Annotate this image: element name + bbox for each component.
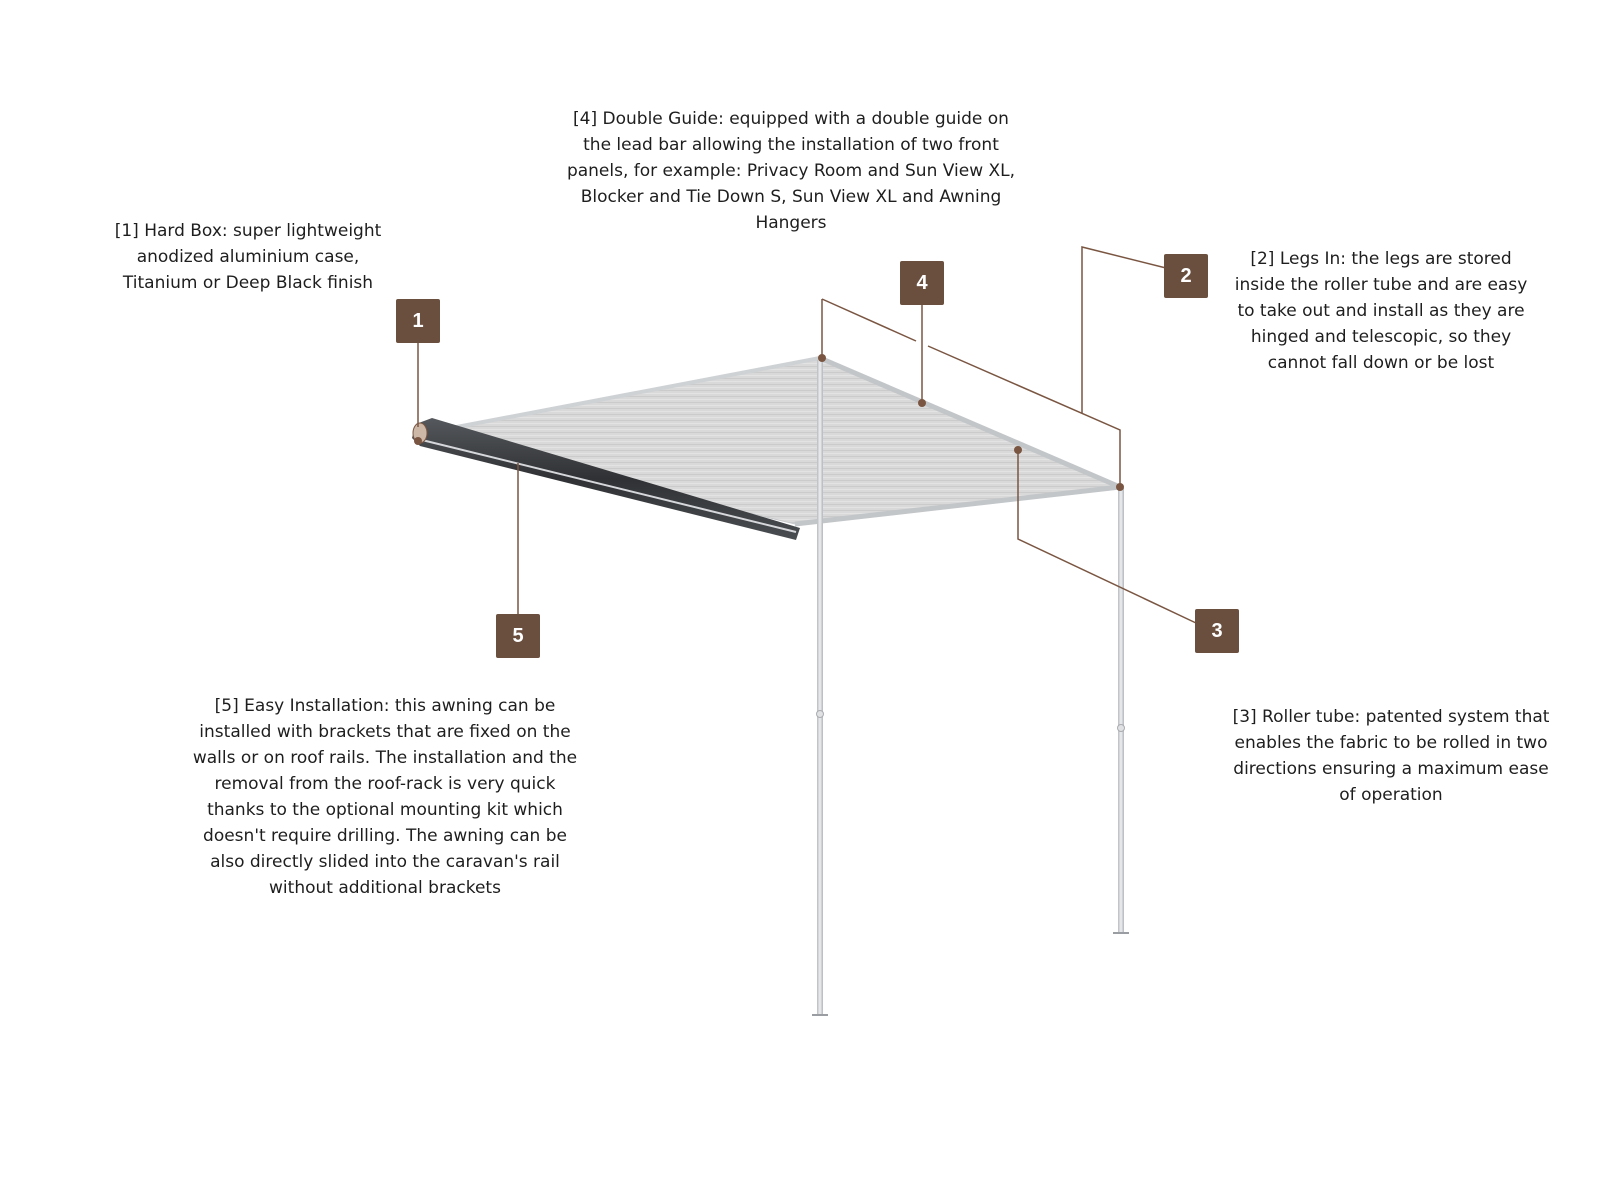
callout-badge-1[interactable]: 1 bbox=[396, 299, 440, 343]
callout-badge-3[interactable]: 3 bbox=[1195, 609, 1239, 653]
callout-text-4: [4] Double Guide: equipped with a double guide on the lead bar allowing the installation of two front panels, for example: Privacy Room and Sun View XL, Blocker and Tie Down S, Sun View XL and Awning Hangers bbox=[566, 109, 1016, 233]
leg-front-right bbox=[1118, 488, 1124, 932]
callout-badge-4[interactable]: 4 bbox=[900, 261, 944, 305]
callout-badge-5[interactable]: 5 bbox=[496, 614, 540, 658]
callout-text-2: [2] Legs In: the legs are stored inside the roller tube and are easy to take out and install as they are hinged and telescopic, so they cannot fall down or be lost bbox=[1234, 249, 1528, 373]
leg-front-left bbox=[817, 360, 823, 1016]
callout-text-5: [5] Easy Installation: this awning can be installed with brackets that are fixed on the walls or on roof rails. The installation and the removal from the roof-rack is very quick thanks to the optional mounting kit which doesn't require drilling. The awning can be also directly slided into the caravan's rail without additional brackets bbox=[192, 696, 578, 898]
callout-badge-2[interactable]: 2 bbox=[1164, 254, 1208, 298]
leg-joint bbox=[1118, 725, 1125, 732]
leg-joint bbox=[817, 711, 824, 718]
callout-text-3: [3] Roller tube: patented system that enables the fabric to be rolled in two directions ensuring a maximum ease of operation bbox=[1232, 707, 1550, 805]
callout-text-1: [1] Hard Box: super lightweight anodized aluminium case, Titanium or Deep Black finish bbox=[114, 221, 382, 293]
